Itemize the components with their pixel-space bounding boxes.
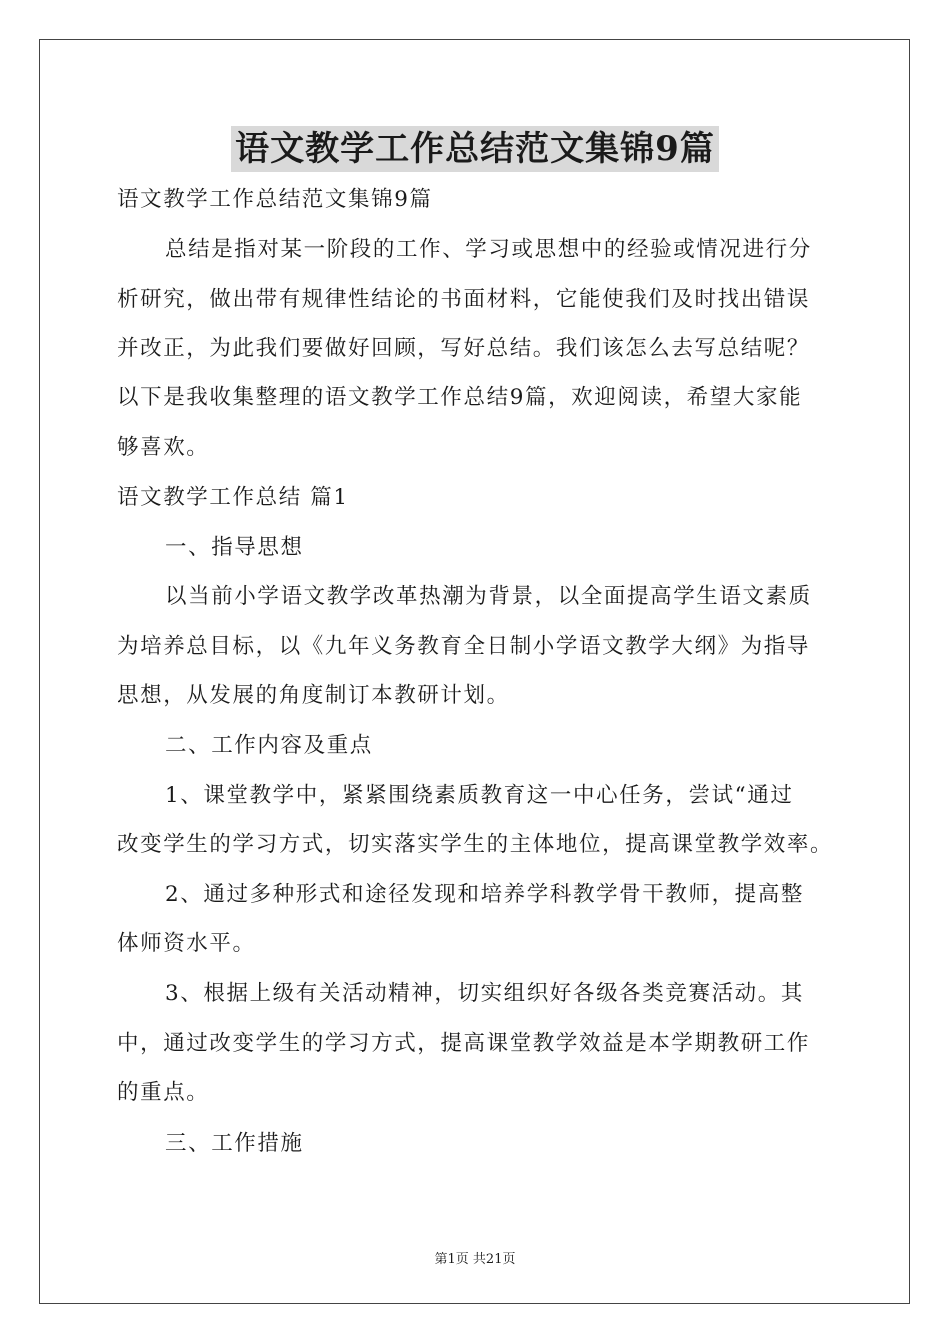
doc-subtitle: 语文教学工作总结范文集锦9篇 — [117, 187, 433, 212]
paragraph-line: 总结是指对某一阶段的工作、学习或思想中的经验或情况进行分 — [165, 237, 812, 262]
paragraph-line: 思想，从发展的角度制订本教研计划。 — [117, 683, 510, 708]
paragraph-line: 1、课堂教学中，紧紧围绕素质教育这一中心任务，尝试“通过 — [165, 783, 794, 808]
paragraph-line: 为培养总目标，以《九年义务教育全日制小学语文教学大纲》为指导 — [117, 634, 811, 659]
paragraph-line: 体师资水平。 — [117, 931, 256, 956]
paragraph-line: 中，通过改变学生的学习方式，提高课堂教学效益是本学期教研工作 — [117, 1031, 811, 1056]
subsection-heading: 二、工作内容及重点 — [165, 733, 373, 758]
paragraph-line: 以下是我收集整理的语文教学工作总结9篇，欢迎阅读，希望大家能 — [117, 385, 803, 410]
paragraph-line: 改变学生的学习方式，切实落实学生的主体地位，提高课堂教学效率。 — [117, 832, 834, 857]
subsection-heading: 一、指导思想 — [165, 535, 304, 560]
page-title: 语文教学工作总结范文集锦9篇 — [231, 126, 719, 172]
paragraph-line: 并改正，为此我们要做好回顾，写好总结。我们该怎么去写总结呢？ — [117, 336, 811, 361]
page-footer: 第1页 共21页 — [434, 1252, 516, 1267]
paragraph-line: 的重点。 — [117, 1080, 210, 1105]
paragraph-line: 以当前小学语文教学改革热潮为背景，以全面提高学生语文素质 — [165, 584, 812, 609]
title-block — [0, 126, 950, 172]
paragraph-line: 2、通过多种形式和途径发现和培养学科教学骨干教师，提高整 — [165, 882, 804, 907]
subsection-heading: 三、工作措施 — [165, 1131, 304, 1156]
paragraph-line: 3、根据上级有关活动精神，切实组织好各级各类竞赛活动。其 — [165, 981, 804, 1006]
paragraph-line: 够喜欢。 — [117, 435, 210, 460]
section-heading: 语文教学工作总结 篇1 — [117, 485, 349, 510]
paragraph-line: 析研究，做出带有规律性结论的书面材料，它能使我们及时找出错误 — [117, 287, 811, 312]
page-border — [39, 39, 910, 1304]
